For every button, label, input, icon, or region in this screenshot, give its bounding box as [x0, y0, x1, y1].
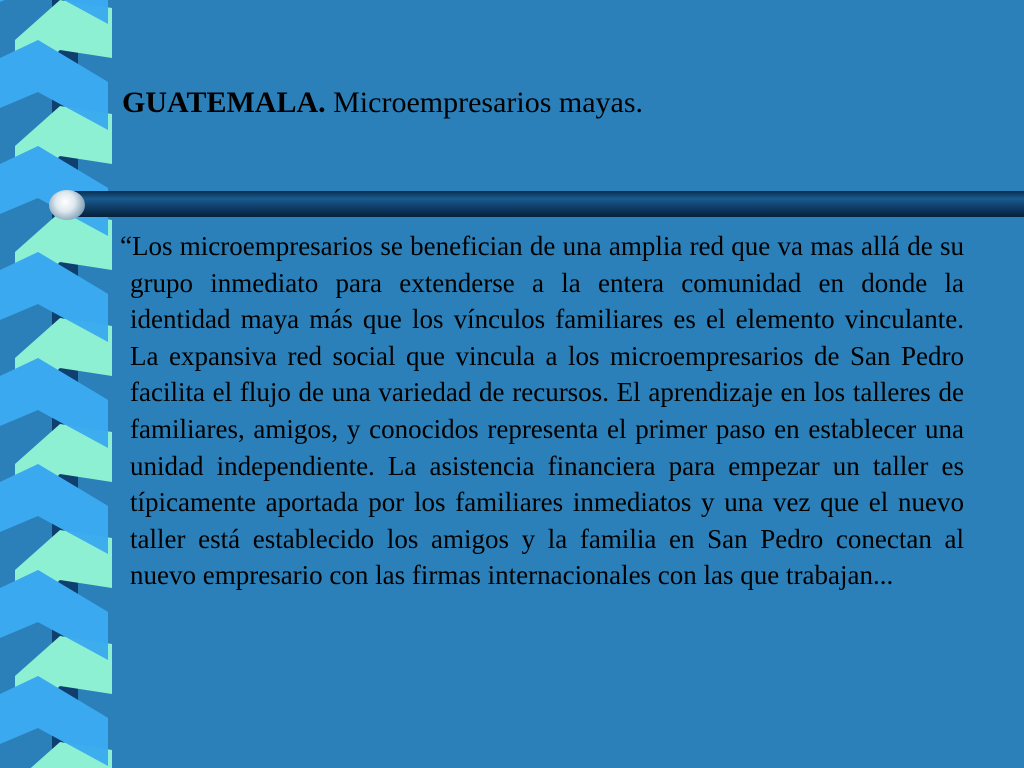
title-subject: Microempresarios mayas.	[325, 86, 644, 119]
decorative-ribbon	[0, 0, 115, 768]
twisted-ribbon-icon	[0, 0, 115, 768]
title-divider-bar	[70, 191, 1024, 217]
quote-paragraph: “Los microempresarios se benefician de una amplia red que va mas allá de su grupo inmediato para extenderse a la entera comunidad en donde la identidad maya más que los vínculos familiares es el elemento vinculante. La expansiva red social que vincula a los microempresarios de San Pedro facilita el flujo de una variedad de recursos. El aprendizaje en los talleres de familiares, amigos, y conocidos representa el primer paso en establecer una unidad independiente. La asistencia financiera para empezar un taller es típicamente aportada por los familiares inmediatos y una vez que el nuevo taller está establecido los amigos y la familia en San Pedro conectan al nuevo empresario con las firmas internacionales con las que trabajan...	[120, 231, 964, 591]
sphere-knob-icon	[49, 190, 85, 220]
title-country: GUATEMALA.	[122, 86, 326, 119]
slide-title	[122, 83, 643, 123]
